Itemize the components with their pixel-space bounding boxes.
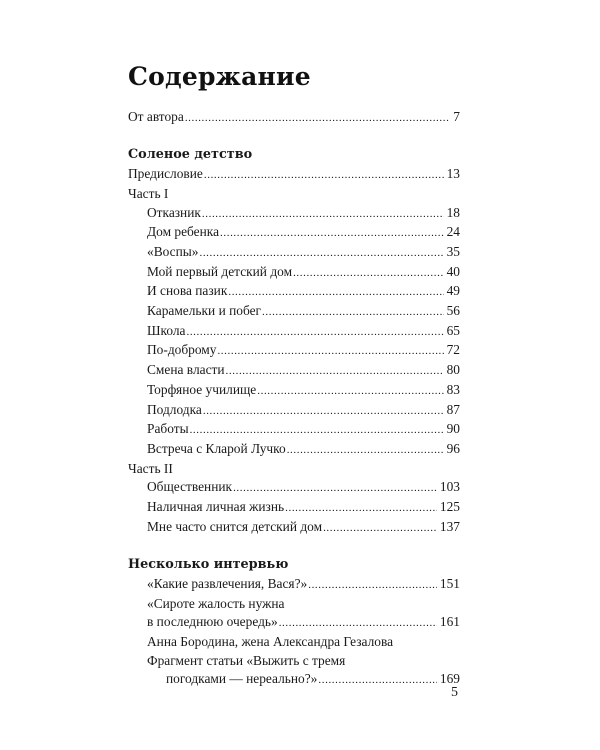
toc-entry-title: «Воспы»: [147, 243, 199, 259]
toc-entry-page: 13: [446, 166, 460, 182]
toc-entry[interactable]: [128, 282, 460, 302]
toc-entry[interactable]: [128, 322, 460, 342]
toc-entry-page: 40: [446, 263, 460, 279]
toc-entry-title: Дом ребенка: [147, 224, 220, 240]
part-1-list: [128, 204, 460, 460]
toc-entry-title: Встреча с Кларой Лучко: [147, 440, 286, 456]
toc-entry[interactable]: [128, 478, 460, 498]
toc-entry-page: 80: [446, 362, 460, 378]
dot-leader: [217, 342, 443, 361]
part-2-list: [128, 478, 460, 537]
dot-leader: [287, 441, 444, 460]
toc-entry[interactable]: [128, 243, 460, 263]
dot-leader: [257, 382, 443, 401]
dot-leader: [220, 224, 444, 243]
toc-entry-page: 87: [446, 401, 460, 417]
toc-entry[interactable]: [128, 440, 460, 460]
section-gap: [128, 128, 460, 147]
toc-entry-page: 103: [439, 479, 460, 495]
toc-entry-title: Школа: [147, 322, 186, 338]
dot-leader: [199, 244, 443, 263]
toc-entry-page: 35: [446, 243, 460, 259]
toc-entry-page: 72: [446, 342, 460, 358]
dot-leader: [318, 671, 437, 690]
dot-leader: [190, 421, 444, 440]
toc-entry-title: Работы: [147, 421, 189, 437]
toc-entry-foreword[interactable]: [128, 108, 460, 128]
dot-leader: [202, 205, 444, 224]
toc-entry-page: 56: [446, 303, 460, 319]
toc-entry-page: 96: [446, 440, 460, 456]
dot-leader: [293, 264, 444, 283]
toc-entry[interactable]: [128, 381, 460, 401]
dot-leader: [204, 166, 444, 185]
toc-entry-page: 90: [446, 421, 460, 437]
section-title: Соленое детство: [128, 147, 253, 163]
toc-entry-last-line: [128, 670, 460, 690]
toc-entry-page: 151: [439, 575, 460, 591]
page-number: 5: [451, 685, 458, 700]
toc-entry-multiline[interactable]: [128, 633, 460, 690]
toc-entry[interactable]: [128, 401, 460, 421]
dot-leader: [262, 303, 444, 322]
toc-entry-page: 65: [446, 322, 460, 338]
toc-entry-title: По-доброму: [147, 342, 217, 358]
toc-entry-title: Предисловие: [128, 166, 203, 182]
toc-entry-page: 49: [446, 283, 460, 299]
part-heading: Часть II: [128, 460, 173, 476]
toc-entry-page: 18: [446, 204, 460, 220]
toc-entry[interactable]: [128, 223, 460, 243]
toc-entry[interactable]: [128, 575, 460, 595]
toc-entry[interactable]: [128, 518, 460, 538]
toc-entry-title: От автора: [128, 109, 184, 124]
dot-leader: [186, 323, 443, 342]
dot-leader: [285, 499, 437, 518]
toc-entry[interactable]: [128, 420, 460, 440]
toc-entry[interactable]: [128, 204, 460, 224]
dot-leader: [203, 402, 444, 421]
toc-entry-last-line: [128, 613, 460, 633]
toc-entry-page: 83: [446, 381, 460, 397]
part-heading: Часть I: [128, 185, 169, 201]
toc-entry-title-line: погодками — нереально?»: [166, 671, 318, 687]
dot-leader: [228, 283, 443, 302]
dot-leader: [233, 479, 437, 498]
toc-entry[interactable]: [128, 361, 460, 381]
toc-entry-title-line: в последнюю очередь»: [147, 614, 278, 630]
toc-entry-page: 24: [446, 224, 460, 240]
toc-entry-title: «Какие развлечения, Вася?»: [147, 575, 308, 591]
toc-entry-title: Торфяное училище: [147, 381, 257, 397]
toc-entry-page: 125: [439, 499, 460, 515]
page-title: Содержание: [128, 62, 311, 91]
toc-entry-page: 161: [439, 614, 460, 630]
toc-entry-title: Общественник: [147, 479, 233, 495]
toc-entry-title-line: «Сироте жалость нужна: [147, 595, 285, 611]
dot-leader: [323, 519, 437, 538]
toc-entry-multiline[interactable]: [128, 595, 460, 633]
toc-entry[interactable]: [128, 302, 460, 322]
toc-entry-title: Мой первый детский дом: [147, 263, 293, 279]
section-title: Несколько интервью: [128, 557, 289, 573]
toc-entry-preface[interactable]: [128, 165, 460, 185]
toc-entry-title: Отказник: [147, 204, 201, 220]
dot-leader: [185, 109, 450, 128]
toc-entry-page: 7: [453, 109, 460, 124]
toc-entry-title: Карамельки и побег: [147, 303, 262, 319]
dot-leader: [308, 576, 437, 595]
toc-entry-title-line: Анна Бородина, жена Александра Гезалова: [147, 633, 394, 649]
toc-entry[interactable]: [128, 263, 460, 283]
toc-entry-title: И снова пазик: [147, 283, 228, 299]
toc-entry-page: 169: [439, 671, 460, 687]
dot-leader: [226, 362, 444, 381]
toc-entry-title: Подлодка: [147, 401, 202, 417]
toc-entry[interactable]: [128, 498, 460, 518]
toc-entry-title: Смена власти: [147, 362, 225, 378]
toc-entry-title-line: Фрагмент статьи «Выжить с тремя: [147, 652, 346, 668]
dot-leader: [279, 614, 437, 633]
section-gap: [128, 537, 460, 556]
toc-entry[interactable]: [128, 341, 460, 361]
toc-entry-page: 137: [439, 518, 460, 534]
table-of-contents: [128, 108, 460, 690]
toc-entry-title: Мне часто снится детский дом: [147, 518, 323, 534]
toc-entry-title: Наличная личная жизнь: [147, 499, 285, 515]
